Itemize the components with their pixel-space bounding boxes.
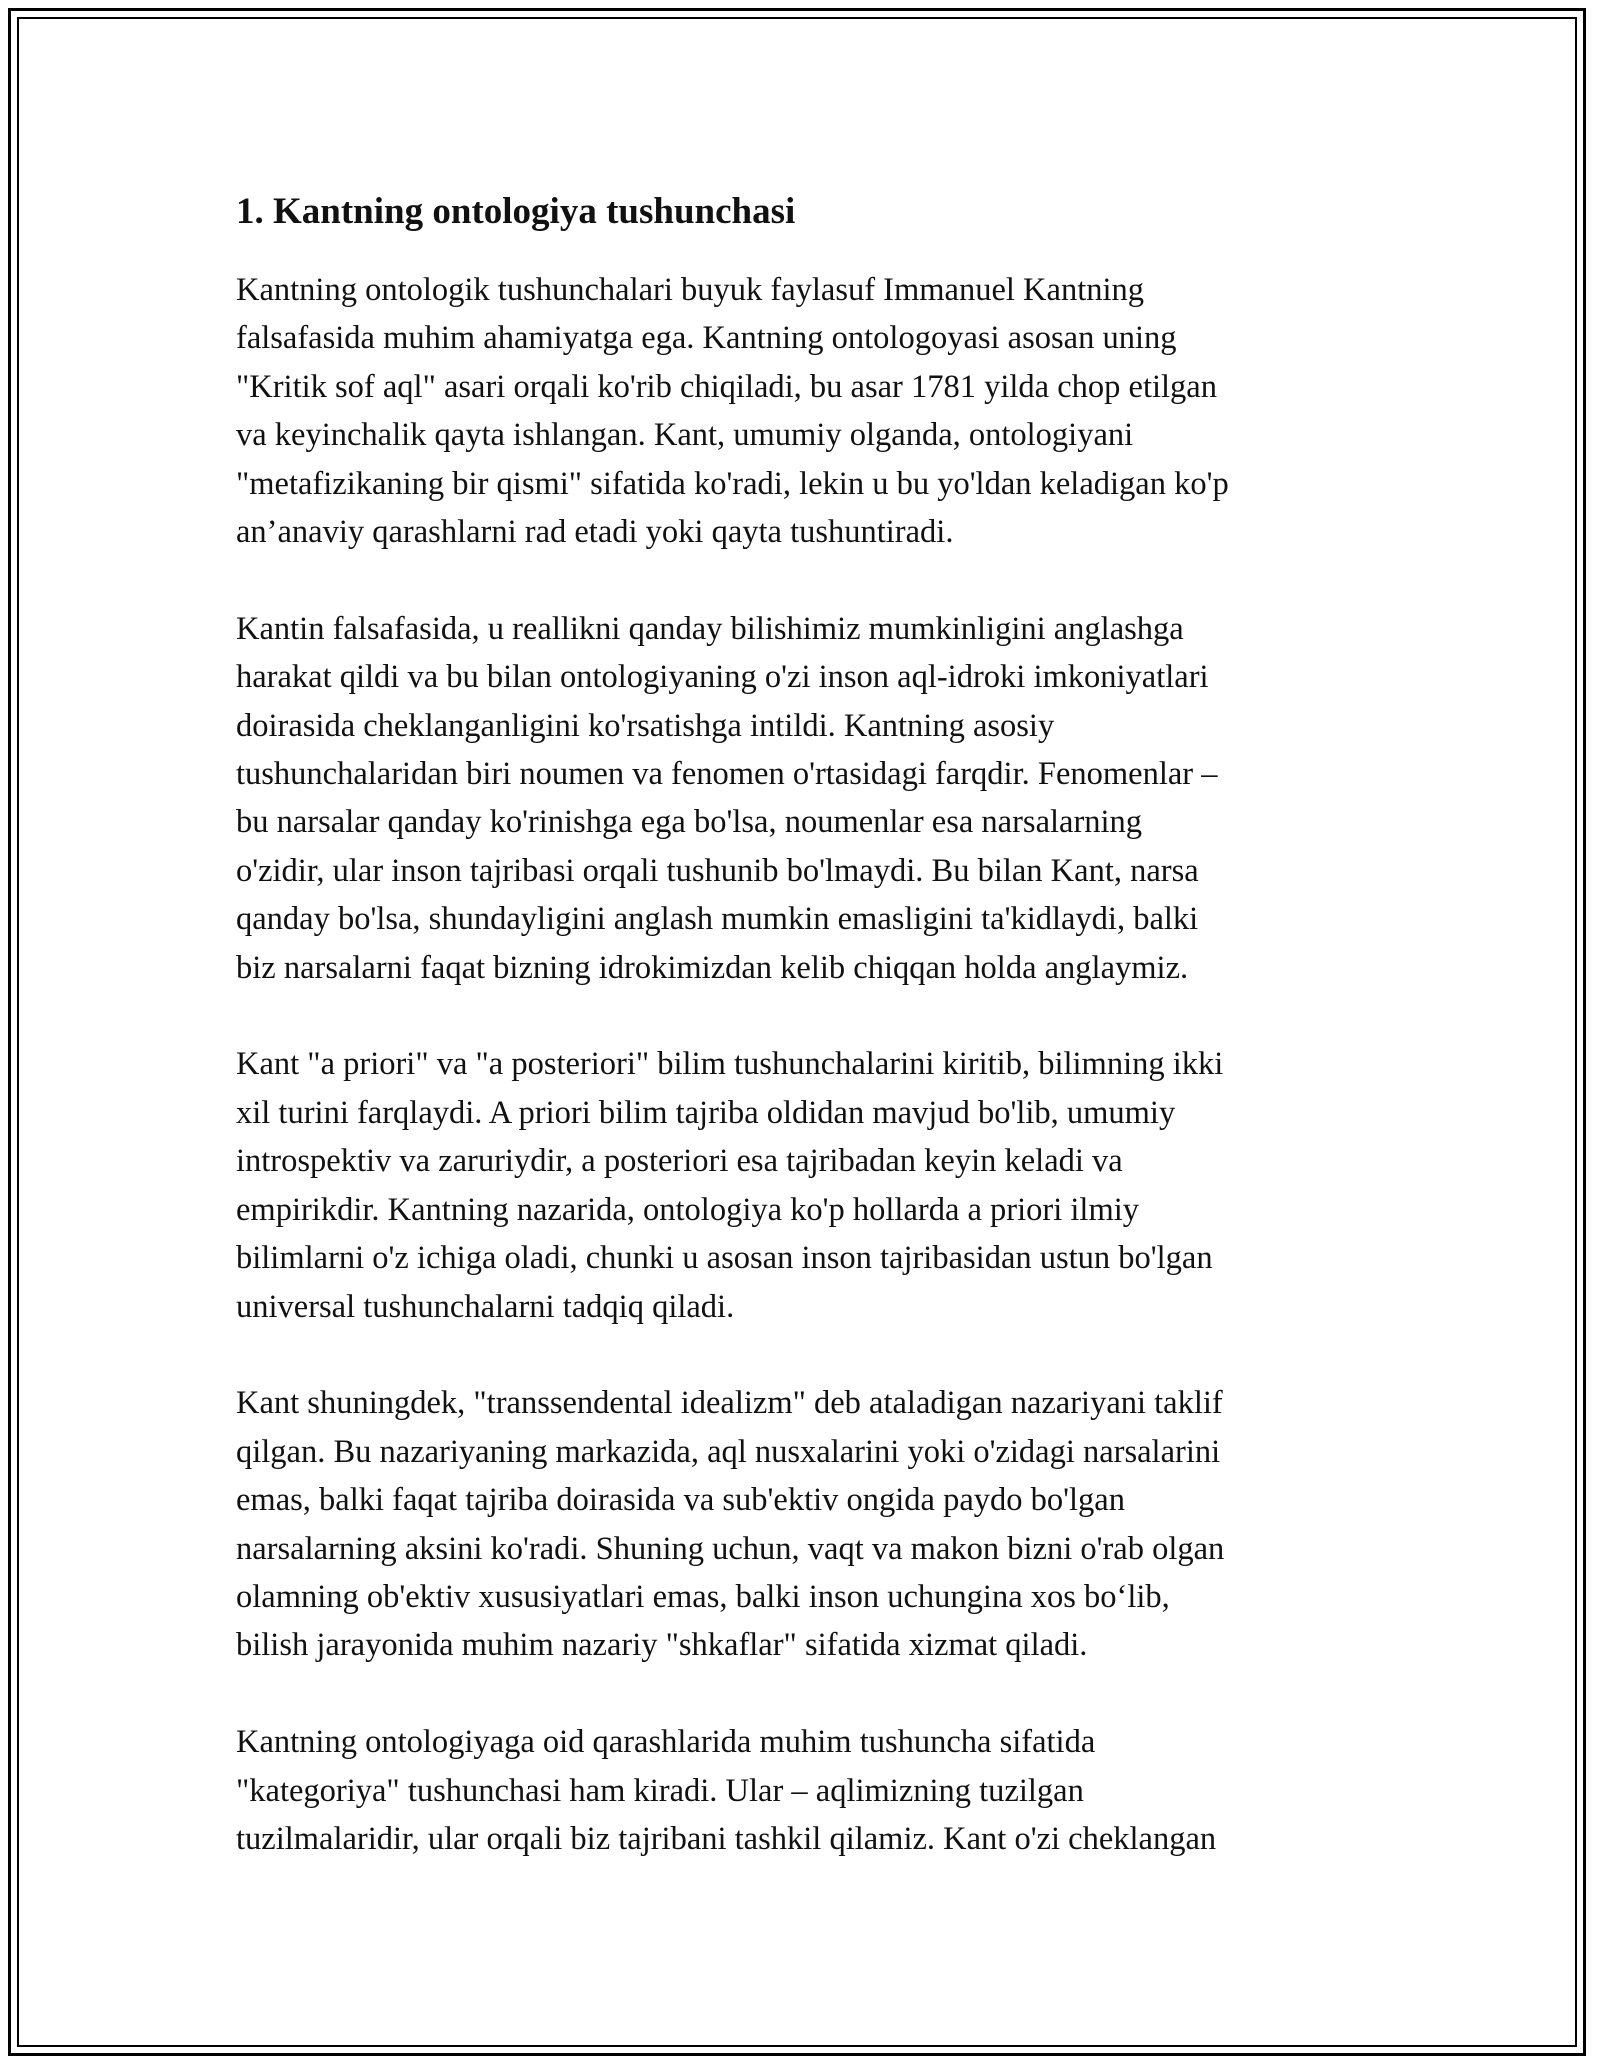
text-line: "kategoriya" tushunchasi ham kiradi. Ular – aqlimizning tuzilgan <box>236 1772 1084 1809</box>
text-line: introspektiv va zaruriydir, a posteriori esa tajribadan keyin keladi va <box>236 1143 1123 1180</box>
text-line: "Kritik sof aql" asari orqali ko'rib chiqiladi, bu asar 1781 yilda chop etilgan <box>236 368 1217 405</box>
text-line: va keyinchalik qayta ishlangan. Kant, umumiy olganda, ontologiyani <box>236 417 1134 454</box>
text-line: bu narsalar qanday ko'rinishga ega bo'lsa, noumenlar esa narsalarning <box>236 804 1143 841</box>
text-line: empirikdir. Kantning nazarida, ontologiya ko'p hollarda a priori ilmiy <box>236 1191 1140 1228</box>
paragraph-5 <box>236 1718 1376 1863</box>
text-line: bilimlarni o'z ichiga oladi, chunki u asosan inson tajribasidan ustun bo'lgan <box>236 1240 1213 1277</box>
text-line: an’anaviy qarashlarni rad etadi yoki qayta tushuntiradi. <box>236 514 954 551</box>
text-line: narsalarning aksini ko'radi. Shuning uchun, vaqt va makon bizni o'rab olgan <box>236 1530 1225 1567</box>
text-line: universal tushunchalarni tadqiq qiladi. <box>236 1288 735 1325</box>
text-line: falsafasida muhim ahamiyatga ega. Kantning ontologoyasi asosan uning <box>236 320 1177 357</box>
text-line: Kantin falsafasida, u reallikni qanday bilishimiz mumkinligini anglashga <box>236 610 1184 647</box>
text-line: olamning ob'ektiv xususiyatlari emas, balki inson uchungina xos bo‘lib, <box>236 1578 1170 1615</box>
paragraph-1 <box>236 266 1376 556</box>
text-line: tuzilmalaridir, ular orqali biz tajribani tashkil qilamiz. Kant o'zi cheklangan <box>236 1820 1217 1857</box>
text-line: xil turini farqlaydi. A priori bilim tajriba oldidan mavjud bo'lib, umumiy <box>236 1094 1176 1131</box>
paragraph-4 <box>236 1379 1376 1669</box>
text-line: Kant "a priori" va "a posteriori" bilim tushunchalarini kiritib, bilimning ikki <box>236 1046 1224 1083</box>
text-line: bilish jarayonida muhim nazariy "shkaflar" sifatida xizmat qiladi. <box>236 1627 1088 1664</box>
paragraph-2 <box>236 605 1376 992</box>
text-line: qilgan. Bu nazariyaning markazida, aql nusxalarini yoki o'zidagi narsalarini <box>236 1433 1221 1470</box>
paragraph-3 <box>236 1040 1376 1330</box>
text-line: qanday bo'lsa, shundayligini anglash mumkin emasligini ta'kidlaydi, balki <box>236 901 1199 938</box>
text-line: tushunchalaridan biri noumen va fenomen o'rtasidagi farqdir. Fenomenlar – <box>236 756 1218 793</box>
text-line: Kantning ontologik tushunchalari buyuk faylasuf Immanuel Kantning <box>236 272 1145 308</box>
section-heading: 1. Kantning ontologiya tushunchasi <box>236 191 796 232</box>
text-line: o'zidir, ular inson tajribasi orqali tushunib bo'lmaydi. Bu bilan Kant, narsa <box>236 852 1199 889</box>
text-line: emas, balki faqat tajriba doirasida va sub'ektiv ongida paydo bo'lgan <box>236 1482 1125 1519</box>
text-line: Kant shuningdek, "transsendental idealizm" deb ataladigan nazariyani taklif <box>236 1385 1223 1422</box>
text-line: biz narsalarni faqat bizning idrokimizdan kelib chiqqan holda anglaymiz. <box>236 949 1189 986</box>
document-body <box>236 186 1376 1912</box>
text-line: harakat qildi va bu bilan ontologiyaning o'zi inson aql-idroki imkoniyatlari <box>236 659 1209 696</box>
text-line: doirasida cheklanganligini ko'rsatishga intildi. Kantning asosiy <box>236 707 1055 744</box>
text-line: Kantning ontologiyaga oid qarashlarida muhim tushuncha sifatida <box>236 1724 1096 1761</box>
text-line: "metafizikaning bir qismi" sifatida ko'radi, lekin u bu yo'ldan keladigan ko'p <box>236 465 1229 502</box>
